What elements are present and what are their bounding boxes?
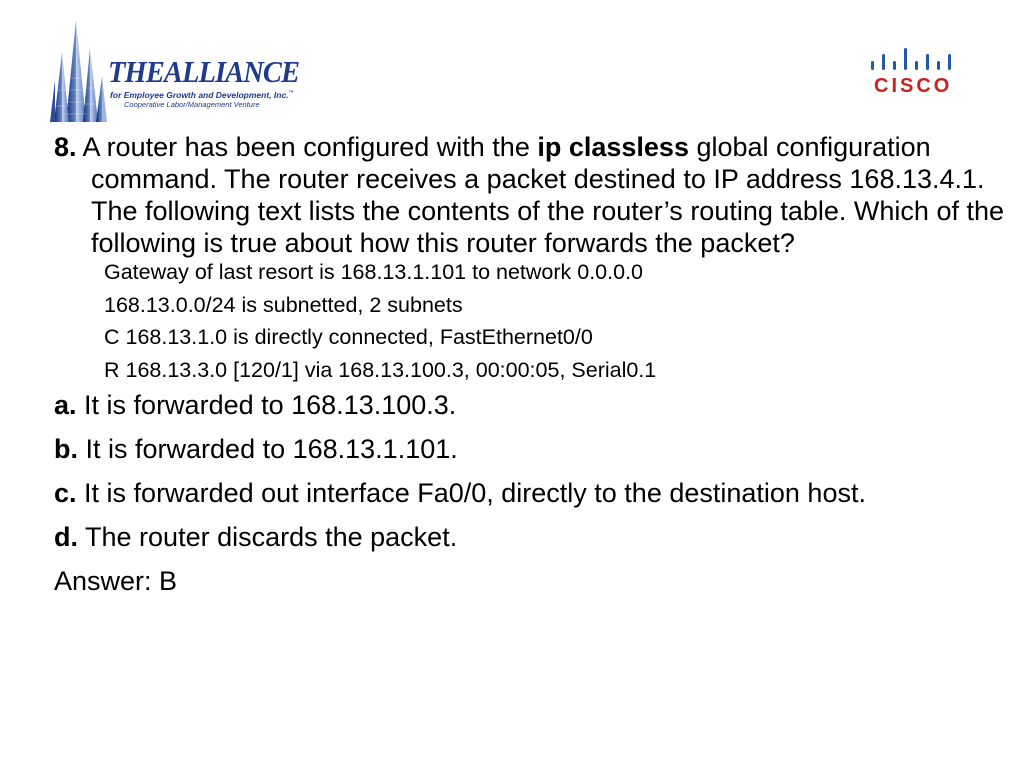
routing-table-line: 168.13.0.0/24 is subnetted, 2 subnets xyxy=(104,292,463,317)
answer-text: Answer: B xyxy=(54,565,178,596)
question-text-before: A router has been configured with the xyxy=(82,132,538,162)
trademark-mark: ™ xyxy=(288,90,294,96)
option-b xyxy=(54,433,1004,465)
alliance-wordmark: THEALLIANCE xyxy=(108,54,300,89)
option-letter: c. xyxy=(54,477,77,508)
option-letter: b. xyxy=(54,433,78,464)
question-number: 8. xyxy=(54,132,77,162)
option-letter: a. xyxy=(54,389,77,420)
option-letter: d. xyxy=(54,521,78,552)
option-d xyxy=(54,521,1004,553)
routing-table-line: C 168.13.1.0 is directly connected, FastEthernet0/0 xyxy=(104,325,593,349)
option-text: It is forwarded to 168.13.100.3. xyxy=(84,389,457,420)
option-text: It is forwarded to 168.13.1.101. xyxy=(85,433,458,464)
option-text: It is forwarded out interface Fa0/0, directly to the destination host. xyxy=(84,477,866,508)
cisco-wordmark: CISCO xyxy=(874,75,953,97)
option-a xyxy=(54,389,1004,421)
alliance-subtitle: Cooperative Labor/Management Venture xyxy=(124,99,260,109)
option-text: The router discards the packet. xyxy=(85,521,458,552)
option-c xyxy=(54,477,1004,509)
routing-table xyxy=(104,261,1004,381)
question-command: ip classless xyxy=(537,132,689,162)
cisco-logo xyxy=(868,44,960,100)
routing-table-line: R 168.13.3.0 [120/1] via 168.13.100.3, 00:00:05, Serial0.1 xyxy=(104,357,657,382)
routing-table-line: Gateway of last resort is 168.13.1.101 to network 0.0.0.0 xyxy=(104,260,644,284)
question-text-after: global configuration command. The router receives a packet destined to IP address 168.13.4.1. The following text lists the contents of the router’s routing table. Which of the following is true about how this router forwards the packet? xyxy=(91,132,1004,258)
alliance-tagline: for Employee Growth and Development, Inc. xyxy=(110,89,289,100)
question-text xyxy=(54,131,1004,259)
alliance-logo xyxy=(50,18,310,126)
slide-content xyxy=(54,131,1004,597)
